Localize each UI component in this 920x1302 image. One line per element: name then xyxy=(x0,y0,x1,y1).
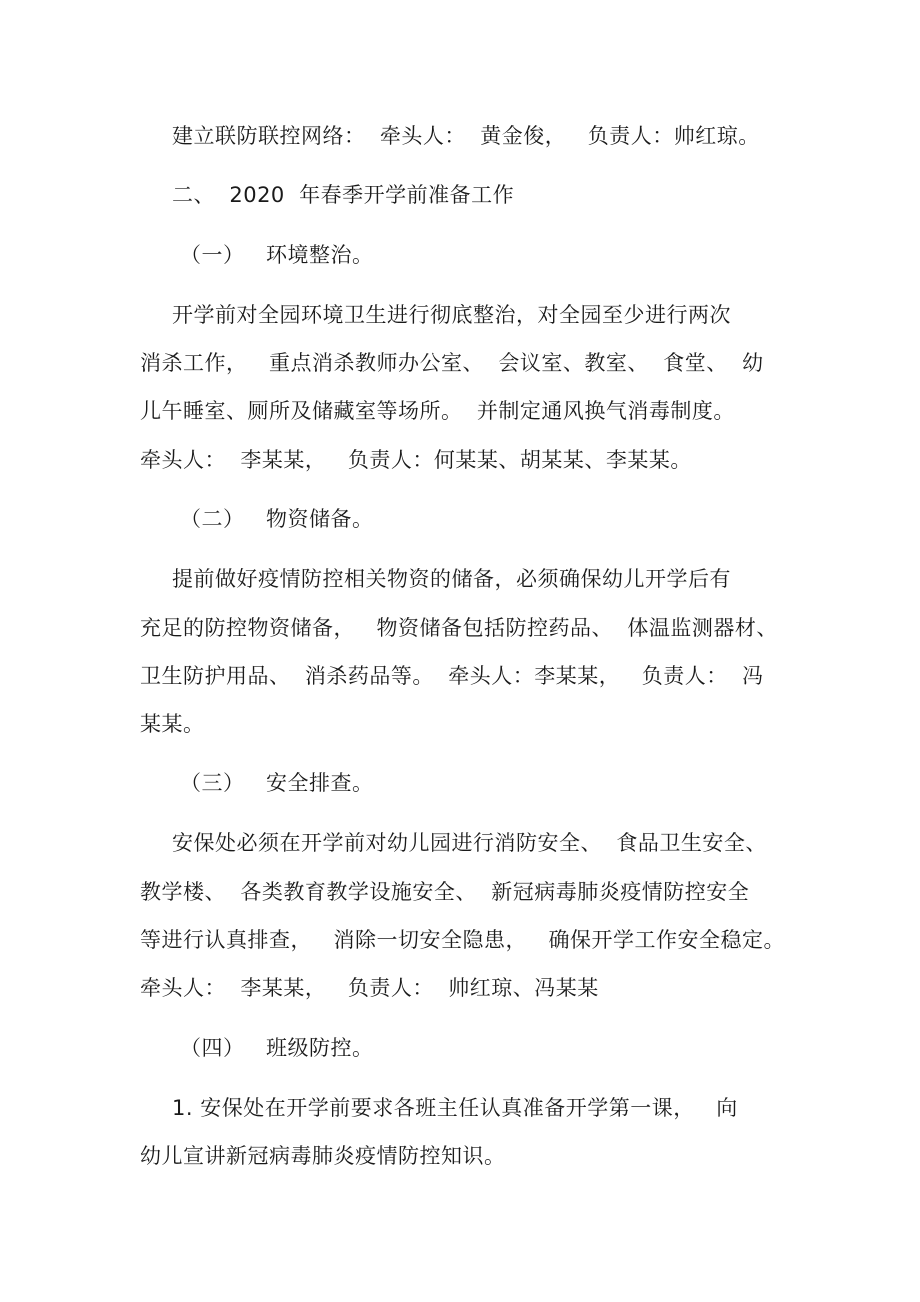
paragraph-line: 幼儿宣讲新冠病毒肺炎疫情防控知识。 xyxy=(140,1144,506,1168)
line-network-leads: 建立联防联控网络： 牵头人： 黄金俊， 负责人：帅红琼。 xyxy=(172,124,760,148)
subheading-safety-check: （三） 安全排查。 xyxy=(180,771,374,795)
paragraph-line: 儿午睡室、厕所及储藏室等场所。 并制定通风换气消毒制度。 xyxy=(140,399,735,423)
paragraph-line: 充足的防控物资储备， 物资储备包括防控药品、 体温监测器材、 xyxy=(140,616,778,640)
paragraph-line: 牵头人： 李某某， 负责人： 帅红琼、冯某某 xyxy=(140,976,599,1000)
subheading-environment: （一） 环境整治。 xyxy=(180,243,374,267)
paragraph-line: 牵头人： 李某某， 负责人：何某某、胡某某、李某某。 xyxy=(140,448,692,472)
paragraph-line: 等进行认真排查， 消除一切安全隐患， 确保开学工作安全稳定。 xyxy=(140,928,786,952)
paragraph-line: 卫生防护用品、 消杀药品等。 牵头人：李某某， 负责人： 冯 xyxy=(140,664,764,688)
paragraph-line: 1. 安保处在开学前要求各班主任认真准备开学第一课， 向 xyxy=(172,1096,738,1120)
paragraph-line: 消杀工作， 重点消杀教师办公室、 会议室、教室、 食堂、 幼 xyxy=(140,351,764,375)
paragraph-line: 提前做好疫情防控相关物资的储备，必须确保幼儿开学后有 xyxy=(172,567,731,591)
subheading-supplies: （二） 物资储备。 xyxy=(180,507,374,531)
paragraph-line: 教学楼、 各类教育教学设施安全、 新冠病毒肺炎疫情防控安全 xyxy=(140,880,750,904)
section-heading-2: 二、 2020 年春季开学前准备工作 xyxy=(172,183,515,207)
paragraph-line: 开学前对全园环境卫生进行彻底整治，对全园至少进行两次 xyxy=(172,303,731,327)
subheading-class-control: （四） 班级防控。 xyxy=(180,1036,374,1060)
paragraph-line: 某某。 xyxy=(140,712,205,736)
paragraph-line: 安保处必须在开学前对幼儿园进行消防安全、 食品卫生安全、 xyxy=(172,831,767,855)
